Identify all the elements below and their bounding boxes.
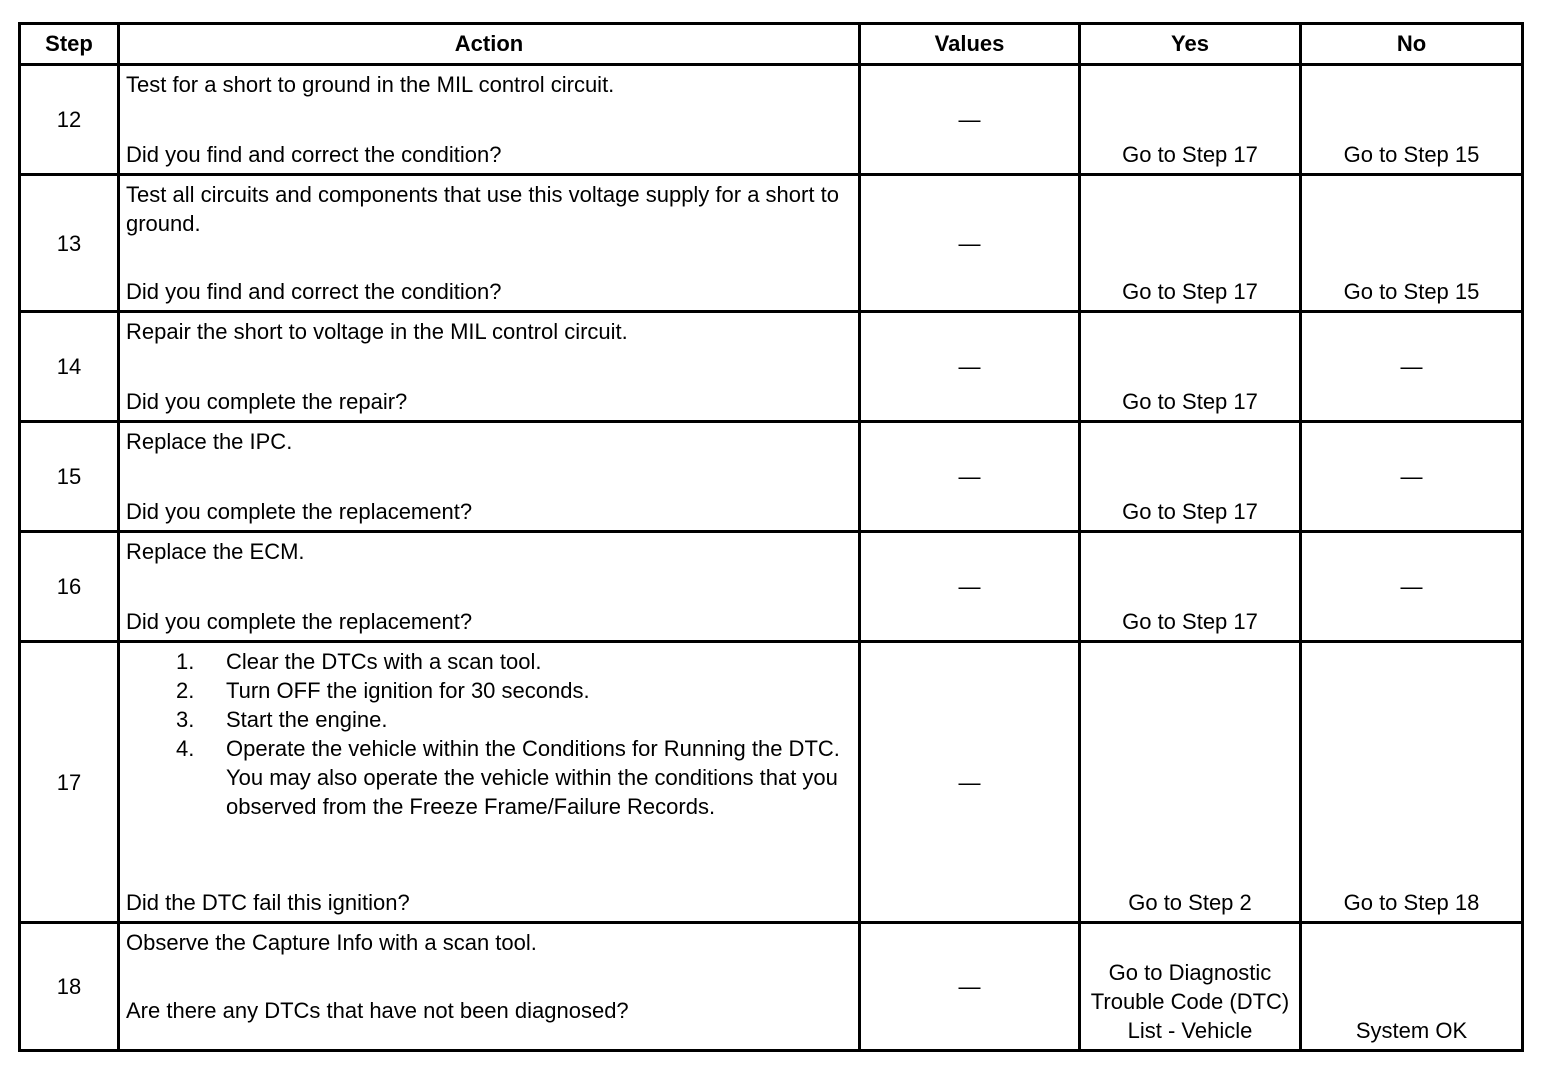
step-number: 13 <box>20 175 119 312</box>
table-row <box>20 532 1523 642</box>
action-cell <box>119 312 860 422</box>
yes-cell <box>1080 532 1301 642</box>
action-text: Test for a short to ground in the MIL control circuit. <box>126 72 615 97</box>
list-item <box>126 705 852 734</box>
action-cell <box>119 422 860 532</box>
no-cell: — <box>1301 422 1523 532</box>
list-number: 3. <box>176 707 195 732</box>
yes-text: Go to Diagnostic Trouble Code (DTC) List - Vehicle <box>1090 960 1290 1043</box>
step-number: 14 <box>20 312 119 422</box>
header-step: Step <box>20 24 119 65</box>
no-cell <box>1301 923 1523 1051</box>
values-cell: — <box>860 65 1080 175</box>
action-question: Did you complete the replacement? <box>126 499 473 524</box>
values-cell: — <box>860 422 1080 532</box>
action-question: Did the DTC fail this ignition? <box>126 890 410 915</box>
action-cell <box>119 175 860 312</box>
action-text: Observe the Capture Info with a scan tool. <box>126 930 537 955</box>
table-row <box>20 312 1523 422</box>
yes-cell <box>1080 422 1301 532</box>
table-row <box>20 422 1523 532</box>
yes-text: Go to Step 17 <box>1122 142 1258 167</box>
no-cell: — <box>1301 312 1523 422</box>
no-cell: — <box>1301 532 1523 642</box>
action-text: Test all circuits and components that use this voltage supply for a short to ground. <box>126 182 839 236</box>
action-question: Did you find and correct the condition? <box>126 142 502 167</box>
yes-cell <box>1080 642 1301 923</box>
step-number: 15 <box>20 422 119 532</box>
no-text: Go to Step 15 <box>1343 279 1480 304</box>
action-text: Repair the short to voltage in the MIL control circuit. <box>126 319 628 344</box>
action-question: Did you complete the replacement? <box>126 609 473 634</box>
table-row <box>20 65 1523 175</box>
no-cell <box>1301 175 1523 312</box>
step-number: 12 <box>20 65 119 175</box>
yes-text: Go to Step 2 <box>1128 890 1252 915</box>
no-text: System OK <box>1355 1018 1468 1043</box>
list-number: 2. <box>176 678 195 703</box>
step-number: 17 <box>20 642 119 923</box>
values-cell: — <box>860 175 1080 312</box>
yes-cell <box>1080 65 1301 175</box>
list-item <box>126 647 852 676</box>
list-text: Operate the vehicle within the Conditions for Running the DTC. You may also operate the vehicle within the conditions that you observed from the Freeze Frame/Failure Records. <box>226 736 840 819</box>
action-cell <box>119 532 860 642</box>
values-cell: — <box>860 532 1080 642</box>
table-row <box>20 923 1523 1051</box>
action-text: Replace the IPC. <box>126 429 293 454</box>
no-cell <box>1301 65 1523 175</box>
header-yes: Yes <box>1080 24 1301 65</box>
header-values: Values <box>860 24 1080 65</box>
list-text: Clear the DTCs with a scan tool. <box>226 649 542 674</box>
values-cell: — <box>860 923 1080 1051</box>
action-cell <box>119 923 860 1051</box>
no-text: Go to Step 18 <box>1343 890 1480 915</box>
step-number: 16 <box>20 532 119 642</box>
header-row <box>20 24 1523 65</box>
action-question: Did you complete the repair? <box>126 389 408 414</box>
list-text: Start the engine. <box>226 707 388 732</box>
table-row <box>20 642 1523 923</box>
action-list <box>126 647 852 821</box>
list-item <box>126 676 852 705</box>
list-item <box>126 734 852 821</box>
yes-text: Go to Step 17 <box>1122 609 1258 634</box>
table-row <box>20 175 1523 312</box>
yes-text: Go to Step 17 <box>1122 279 1258 304</box>
action-text: Replace the ECM. <box>126 539 305 564</box>
yes-cell <box>1080 923 1301 1051</box>
list-text: Turn OFF the ignition for 30 seconds. <box>226 678 590 703</box>
action-question: Are there any DTCs that have not been diagnosed? <box>126 998 629 1023</box>
action-cell <box>119 642 860 923</box>
yes-text: Go to Step 17 <box>1122 499 1258 524</box>
list-number: 4. <box>176 736 195 761</box>
yes-cell <box>1080 175 1301 312</box>
values-cell: — <box>860 642 1080 923</box>
header-no: No <box>1301 24 1523 65</box>
list-number: 1. <box>176 649 195 674</box>
yes-text: Go to Step 17 <box>1122 389 1258 414</box>
action-question: Did you find and correct the condition? <box>126 279 502 304</box>
step-number: 18 <box>20 923 119 1051</box>
action-cell <box>119 65 860 175</box>
yes-cell <box>1080 312 1301 422</box>
no-text: Go to Step 15 <box>1343 142 1480 167</box>
values-cell: — <box>860 312 1080 422</box>
no-cell <box>1301 642 1523 923</box>
diagnostic-table <box>18 22 1524 1052</box>
header-action: Action <box>119 24 860 65</box>
